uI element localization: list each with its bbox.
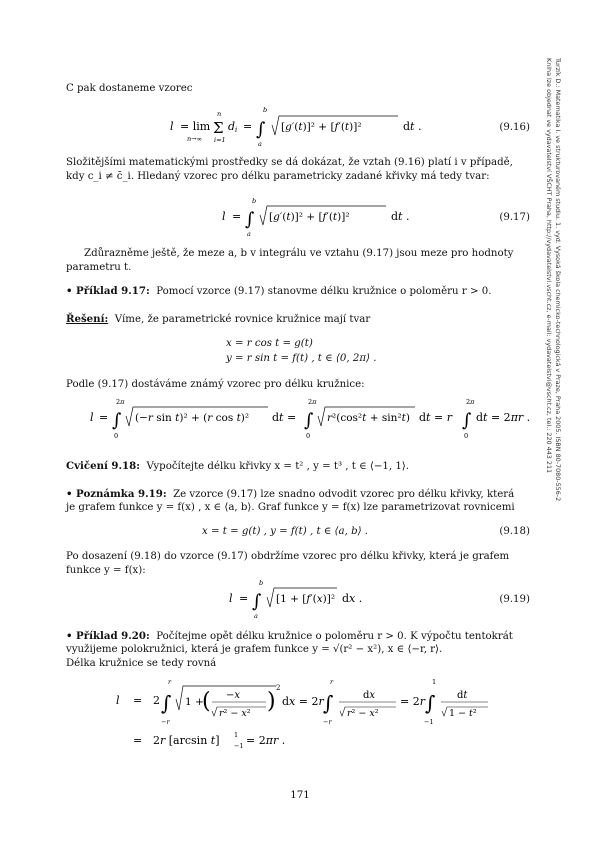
example-9-20	[66, 629, 530, 644]
svg-text:1: 1	[432, 678, 437, 686]
svg-text:0: 0	[306, 432, 311, 440]
svg-text:=: =	[243, 120, 253, 133]
equation-number-9-16: (9.16)	[499, 122, 530, 133]
paragraph-text: využijeme polokružnici, která je grafem funkce y = √(r² − x²), x ∈ ⟨−r, r⟩.	[66, 644, 443, 655]
svg-text:r: r	[330, 678, 334, 686]
svg-text:dx .: dx .	[342, 592, 363, 605]
svg-text:l: l	[90, 411, 94, 424]
svg-text:∫: ∫	[245, 209, 255, 230]
equation-number-9-19: (9.19)	[499, 594, 530, 605]
svg-text:∫: ∫	[252, 591, 262, 612]
paragraph-text: Zdůrazněme ještě, že meze a, b v integrálu ve vztahu (9.17) jsou meze pro hodnoty	[84, 248, 514, 259]
equation-final	[116, 674, 496, 754]
svg-text:(−r sin t)² + (r cos t)²: (−r sin t)² + (r cos t)²	[135, 412, 250, 424]
svg-text:l: l	[116, 694, 120, 707]
svg-text:∫: ∫	[323, 691, 334, 715]
svg-text:di: di	[228, 120, 238, 134]
equation-number-9-18: (9.18)	[499, 526, 530, 537]
svg-text:b: b	[263, 106, 268, 114]
svg-text:=: =	[133, 694, 143, 707]
parametric-equation-y: y = r sin t = f(t) , t ∈ ⟨0, 2π⟩ .	[226, 353, 377, 364]
paragraph-text: funkce y = f(x):	[66, 565, 146, 576]
paragraph-text: Složitějšími matematickými prostředky se dá dokázat, že vztah (9.16) platí i v případě,	[66, 157, 513, 168]
solution-label: Řešení:	[66, 313, 109, 325]
svg-text:dt .: dt .	[391, 210, 410, 223]
svg-text:−r: −r	[323, 718, 332, 726]
svg-text:n: n	[217, 110, 222, 118]
svg-text:−x: −x	[226, 690, 241, 701]
svg-text:dx: dx	[363, 690, 376, 701]
svg-text:dt = r: dt = r	[419, 411, 452, 424]
paragraph-text: Délka kružnice se tedy rovná	[66, 658, 217, 669]
exercise-text: Vypočítejte délku křivky x = t² , y = t³ , t ∈ ⟨−1, 1⟩.	[146, 461, 410, 472]
svg-text:2π: 2π	[116, 398, 125, 406]
svg-text:b: b	[252, 197, 257, 205]
solution	[66, 312, 530, 327]
svg-text:(: (	[202, 689, 211, 714]
svg-text:a: a	[247, 230, 251, 238]
svg-text:2: 2	[153, 694, 160, 707]
svg-text:−r: −r	[161, 718, 170, 726]
equation-circle-length	[90, 396, 531, 444]
page-number: 171	[290, 790, 310, 801]
svg-text:l: l	[222, 210, 226, 223]
svg-text:n→∞: n→∞	[187, 135, 203, 143]
svg-text:∫: ∫	[256, 119, 266, 140]
svg-text:l: l	[170, 120, 174, 133]
note-text: Ze vzorce (9.17) lze snadno odvodit vzorec pro délku křivky, která	[173, 489, 515, 500]
example-9-17	[66, 284, 530, 299]
example-label: • Příklad 9.17:	[66, 285, 150, 297]
exercise-9-18	[66, 459, 530, 474]
svg-text:[1 + [f′(x)]²: [1 + [f′(x)]²	[276, 593, 336, 605]
svg-text:a: a	[254, 612, 258, 620]
svg-text:a: a	[258, 140, 262, 148]
intro-text: C pak dostaneme vzorec	[66, 83, 193, 94]
svg-text:): )	[267, 689, 276, 714]
svg-text:[g′(t)]² + [f′(t)]²: [g′(t)]² + [f′(t)]²	[269, 211, 350, 223]
svg-text:dx = 2r: dx = 2r	[282, 695, 324, 708]
svg-text:dt = 2πr .: dt = 2πr .	[476, 411, 531, 424]
example-text: Počítejme opět délku kružnice o poloměru r > 0. K výpočtu tentokrát	[156, 631, 513, 642]
svg-text:2π: 2π	[308, 398, 317, 406]
equation-9-19	[229, 578, 389, 620]
svg-text:r²(cos²t + sin²t): r²(cos²t + sin²t)	[327, 412, 410, 424]
note-label: • Poznámka 9.19:	[66, 488, 167, 500]
paragraph-text: kdy c_i ≠ c̄_i. Hledaný vzorec pro délku parametricky zadané křivky má tedy tvar:	[66, 171, 490, 182]
svg-text:dt: dt	[457, 690, 468, 701]
equation-9-18: x = t = g(t) , y = f(t) , t ∈ ⟨a, b⟩ .	[202, 526, 369, 537]
svg-text:dt .: dt .	[403, 120, 422, 133]
svg-text:−1: −1	[424, 718, 434, 726]
svg-text:0: 0	[464, 432, 469, 440]
svg-text:=: =	[232, 210, 242, 223]
svg-text:2π: 2π	[466, 398, 475, 406]
svg-text:i=1: i=1	[214, 136, 226, 144]
svg-text:r² − x²: r² − x²	[347, 708, 379, 719]
svg-text:∫: ∫	[304, 410, 314, 431]
svg-text:1 − t²: 1 − t²	[449, 708, 477, 719]
svg-text:0: 0	[114, 432, 119, 440]
svg-text:dt =: dt =	[272, 411, 297, 424]
exercise-label: Cvičení 9.18:	[66, 460, 140, 472]
svg-text:= 2πr .: = 2πr .	[246, 734, 286, 747]
svg-text:r: r	[168, 678, 172, 686]
svg-text:2r [arcsin t]: 2r [arcsin t]	[153, 734, 220, 747]
svg-text:=: =	[239, 592, 249, 605]
sidebar-citation	[544, 58, 562, 502]
note-9-19	[66, 487, 530, 502]
paragraph-text: parametru t.	[66, 262, 132, 273]
svg-text:b: b	[259, 579, 264, 587]
svg-text:=: =	[99, 411, 109, 424]
sidebar-line: Kniha lze objednat ve vydavatelství VŠCHT Praha, http://vydavatelstvi.vscht.cz, e-mail: vydavatelstvi@vscht.cz, tel.: 220 443 211	[545, 58, 553, 474]
svg-text:= lim: = lim	[180, 120, 211, 133]
svg-text:l: l	[229, 592, 233, 605]
svg-text:∫: ∫	[112, 410, 122, 431]
svg-text:∫: ∫	[425, 691, 436, 715]
equation-number-9-17: (9.17)	[499, 212, 530, 223]
svg-text:= 2r: = 2r	[400, 695, 425, 708]
svg-text:Σ: Σ	[213, 119, 224, 137]
equation-9-16	[170, 104, 490, 148]
svg-text:−1: −1	[234, 742, 244, 750]
paragraph-text: Po dosazení (9.18) do vzorce (9.17) obdržíme vzorec pro délku křivky, která je grafem	[66, 551, 510, 562]
svg-text:=: =	[133, 734, 143, 747]
sidebar-line: Turzík D.: Matematika I. ve strukturovaném studiu. 1. vyd. Vysoká škola chemicko-technologická v Praze, Praha 2005. ISBN 80-7080-556-2	[554, 58, 562, 502]
svg-text:1: 1	[234, 731, 239, 739]
svg-text:1 +: 1 +	[185, 696, 204, 708]
paragraph-text: je grafem funkce y = f(x) , x ∈ ⟨a, b⟩. Graf funkce y = f(x) lze parametrizovat rovnicemi	[66, 502, 515, 513]
parametric-equation-x: x = r cos t = g(t)	[226, 338, 313, 349]
svg-text:2: 2	[276, 684, 281, 692]
svg-text:[g′(t)]² + [f′(t)]²: [g′(t)]² + [f′(t)]²	[281, 121, 362, 133]
equation-9-17	[222, 196, 422, 238]
example-label: • Příklad 9.20:	[66, 630, 150, 642]
svg-text:∫: ∫	[462, 410, 472, 431]
paragraph-text: Podle (9.17) dostáváme známý vzorec pro délku kružnice:	[66, 379, 365, 390]
svg-text:∫: ∫	[161, 691, 172, 715]
svg-text:r² − x²: r² − x²	[219, 708, 251, 719]
example-text: Pomocí vzorce (9.17) stanovme délku kružnice o poloměru r > 0.	[156, 286, 492, 297]
solution-text: Víme, že parametrické rovnice kružnice mají tvar	[114, 314, 371, 325]
